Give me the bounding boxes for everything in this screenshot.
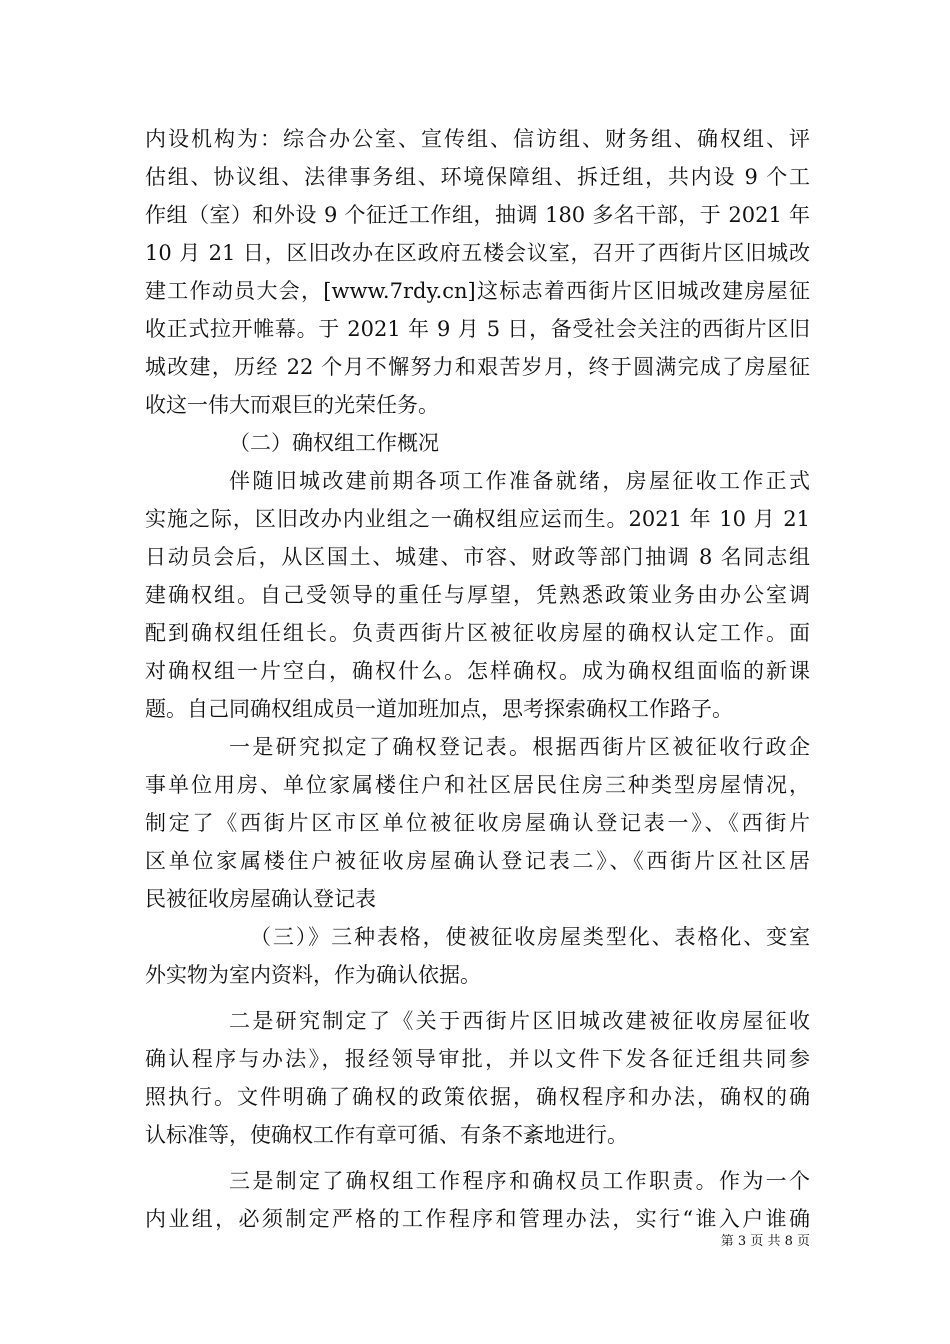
text-line: 实施之际，区旧改办内业组之一确权组应运而生。2021 年 10 月 21 [145, 507, 810, 531]
text-line: 配到确权组任组长。负责西街片区被征收房屋的确权认定工作。面 [145, 621, 810, 645]
text-line: （三）》三种表格，使被征收房屋类型化、表格化、变室 [250, 925, 810, 949]
text-line: 收这一伟大而艰巨的光荣任务。 [145, 393, 439, 417]
text-line: 区单位家属楼住户被征收房屋确认登记表二》、《西街片区社区居 [145, 849, 810, 873]
text-line: 认标准等，使确权工作有章可循、有条不紊地进行。 [145, 1123, 628, 1147]
text-line: 城改建，历经 22 个月不懈努力和艰苦岁月，终于圆满完成了房屋征 [145, 355, 810, 379]
text-line: 10 月 21 日，区旧改办在区政府五楼会议室，召开了西街片区旧城改 [145, 241, 810, 265]
text-line: 对确权组一片空白，确权什么。怎样确权。成为确权组面临的新课 [145, 659, 810, 683]
text-line: 内业组，必须制定严格的工作程序和管理办法，实行“谁入户谁确 [145, 1207, 810, 1231]
document-body [145, 120, 810, 1238]
text-line: 外实物为室内资料，作为确认依据。 [145, 963, 481, 987]
section-heading: （二）确权组工作概况 [229, 431, 439, 455]
text-line: 估组、协议组、法律事务组、环境保障组、拆迁组，共内设 9 个工 [145, 165, 810, 189]
text-line: 建确权组。自己受领导的重任与厚望，凭熟悉政策业务由办公室调 [145, 583, 810, 607]
text-line: 内设机构为：综合办公室、宣传组、信访组、财务组、确权组、评 [145, 127, 810, 151]
text-line: 作组（室）和外设 9 个征迁工作组，抽调 180 多名干部，于 2021 年 [145, 203, 810, 227]
text-line: 题。自己同确权组成员一道加班加点，思考探索确权工作路子。 [145, 697, 733, 721]
text-line: 伴随旧城改建前期各项工作准备就绪，房屋征收工作正式 [229, 469, 810, 493]
text-line: 民被征收房屋确认登记表 [145, 887, 376, 911]
text-line: 收正式拉开帷幕。于 2021 年 9 月 5 日，备受社会关注的西街片区旧 [145, 317, 810, 341]
text-line: 一是研究拟定了确权登记表。根据西街片区被征收行政企 [229, 735, 810, 759]
text-line: 建工作动员大会，[www.7rdy.cn]这标志着西街片区旧城改建房屋征 [145, 279, 810, 303]
text-line: 二是研究制定了《关于西街片区旧城改建被征收房屋征收 [229, 1009, 810, 1033]
page-number: 第 3 页 共 8 页 [720, 1234, 810, 1249]
text-line: 事单位用房、单位家属楼住户和社区居民住房三种类型房屋情况， [145, 773, 810, 797]
text-line: 确认程序与办法》，报经领导审批，并以文件下发各征迁组共同参 [145, 1047, 810, 1071]
text-line: 三是制定了确权组工作程序和确权员工作职责。作为一个 [229, 1169, 810, 1193]
text-line: 制定了《西街片区市区单位被征收房屋确认登记表一》、《西街片 [145, 811, 810, 835]
text-line: 照执行。文件明确了确权的政策依据，确权程序和办法，确权的确 [145, 1085, 810, 1109]
text-line: 日动员会后，从区国土、城建、市容、财政等部门抽调 8 名同志组 [145, 545, 810, 569]
